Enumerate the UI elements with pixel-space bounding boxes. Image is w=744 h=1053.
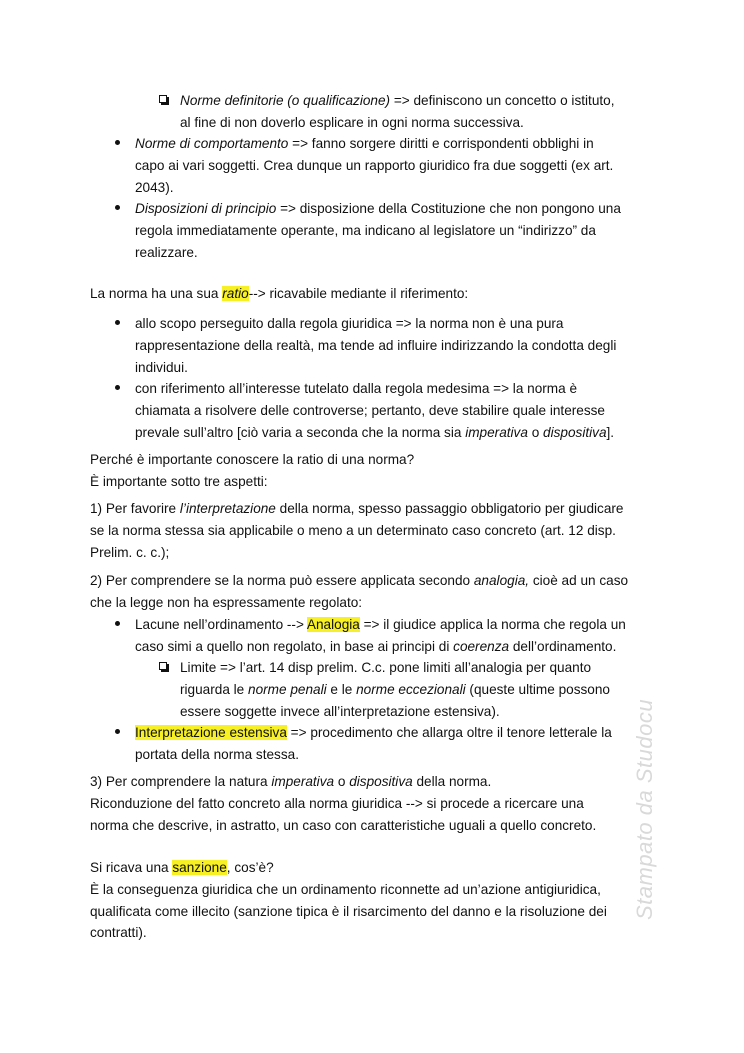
- paragraph-aspect-1: 1) Per favorire l’interpretazione della norma, spesso passaggio obbligatorio per giudicare se la norma stessa sia applicabile o meno a un determinato caso concreto (art. 12 disp. Prelim. c. c.);: [90, 501, 624, 560]
- paragraph-sanzione: Si ricava una sanzione, cos’è? È la conseguenza giuridica che un ordinamento riconnette ad un’azione antigiuridica, qualificata come illecito (sanzione tipica è il risarcimento del danno e la risoluzione dei contratti).: [90, 860, 607, 941]
- checkbox-bullet-icon: [159, 662, 167, 670]
- list-item-norme-comportamento: Norme di comportamento => fanno sorgere diritti e corrispondenti obblighi in capo ai vari soggetti. Crea dunque un rapporto giuridico fra due soggetti (ex art. 2043).: [135, 136, 614, 195]
- term-italic: Norme definitorie (o qualificazione): [180, 93, 391, 108]
- highlight-interpretazione: Interpretazione estensiva: [135, 725, 287, 740]
- paragraph-ratio: La norma ha una sua ratio--> ricavabile mediante il riferimento:: [90, 286, 469, 301]
- paragraph-aspect-3: 3) Per comprendere la natura imperativa o dispositiva della norma. Riconduzione del fatto concreto alla norma giuridica --> si procede a ricercare una norma che descrive, in astratto, un caso con caratteristiche uguali a quello concreto.: [90, 774, 597, 833]
- bullet-icon: [115, 140, 120, 145]
- highlight-ratio: ratio: [222, 286, 249, 301]
- paragraph-question: Perché è importante conoscere la ratio di una norma? È importante sotto tre aspetti:: [90, 452, 415, 489]
- bullet-icon: [115, 729, 120, 734]
- paragraph-aspect-2: 2) Per comprendere se la norma può essere applicata secondo analogia, cioè ad un caso che la legge non ha espressamente regolato:: [90, 573, 629, 610]
- highlight-analogia: Analogia: [306, 617, 360, 632]
- bullet-icon: [115, 205, 120, 210]
- watermark: Stampato da Studocu: [632, 698, 657, 920]
- list-item-limite: Limite => l’art. 14 disp prelim. C.c. pone limiti all’analogia per quanto riguarda le norme penali e le norme eccezionali (queste ultime possono essere soggette invece all’interpretazione estensiva).: [180, 660, 610, 719]
- list-item-interesse: con riferimento all’interesse tutelato dalla regola medesima => la norma è chiamata a risolvere delle controverse; pertanto, deve stabilire quale interesse prevale sull’altro [ciò varia a seconda che la norma sia imperativa o dispositiva].: [135, 381, 615, 440]
- list-item-disposizioni-principio: Disposizioni di principio => disposizione della Costituzione che non pongono una regola immediatamente operante, ma indicano al legislatore un “indirizzo” da realizzare.: [135, 201, 621, 260]
- highlight-sanzione: sanzione: [172, 860, 227, 875]
- bullet-icon: [115, 621, 120, 626]
- list-item-norme-definitorie: Norme definitorie (o qualificazione) => definiscono un concetto o istituto, al fine di non doverlo esplicare in ogni norma successiva.: [180, 93, 615, 130]
- list-item-scopo: allo scopo perseguito dalla regola giuridica => la norma non è una pura rappresentazione della realtà, ma tende ad influire indirizzando la condotta degli individui.: [135, 316, 617, 375]
- checkbox-bullet-icon: [159, 95, 167, 103]
- list-item-interpretazione-estensiva: Interpretazione estensiva => procedimento che allarga oltre il tenore letterale la portata della norma stessa.: [135, 725, 612, 762]
- list-item-lacune: Lacune nell’ordinamento --> Analogia => il giudice applica la norma che regola un caso simi a quello non regolato, in base ai principi di coerenza dell’ordinamento.: [135, 617, 626, 654]
- bullet-icon: [115, 320, 120, 325]
- bullet-icon: [115, 385, 120, 390]
